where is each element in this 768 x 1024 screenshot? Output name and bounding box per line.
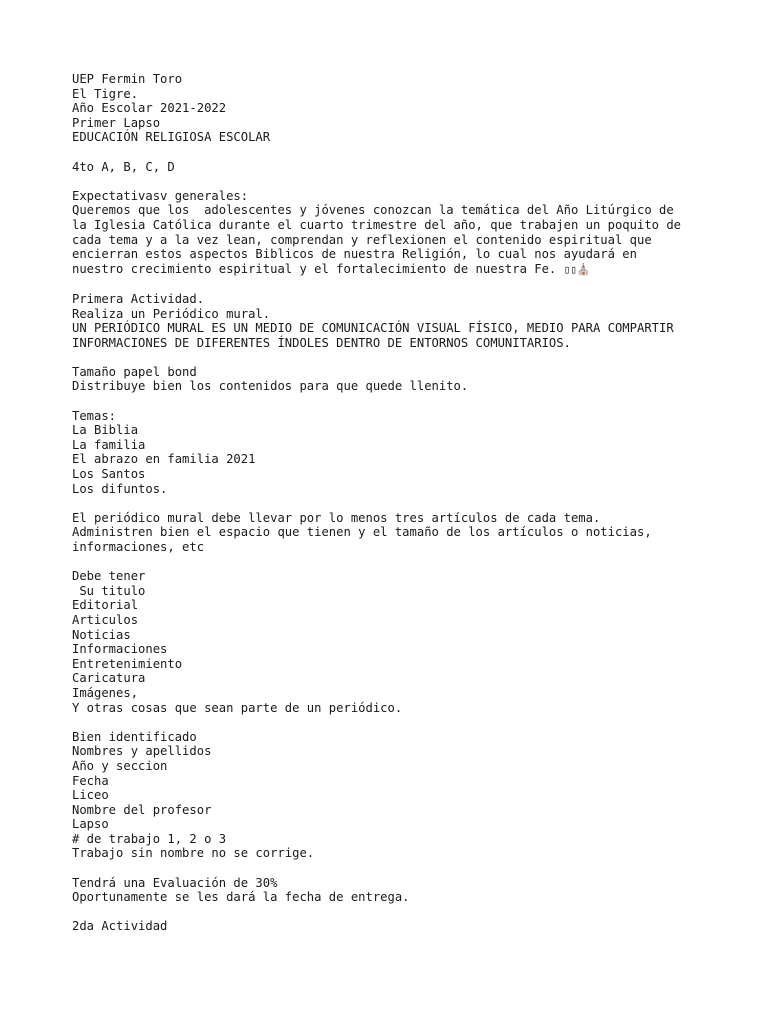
spacer — [72, 905, 712, 920]
identified-item: # de trabajo 1, 2 o 3 — [72, 831, 227, 846]
spacer — [72, 174, 712, 189]
identified-item: Fecha — [72, 773, 109, 788]
must-have-item: Caricatura — [72, 671, 146, 686]
term: Primer Lapso — [72, 115, 161, 130]
topic-item: Los difuntos. — [72, 481, 168, 496]
sections-line: 4to A, B, C, D — [72, 159, 175, 174]
school-year: Año Escolar 2021-2022 — [72, 101, 227, 116]
must-have-item: Noticias — [72, 627, 131, 642]
expectations-line-last — [72, 262, 712, 278]
paper-size: Tamaño papel bond — [72, 364, 197, 379]
mural-definition-line: UN PERIÓDICO MURAL ES UN MEDIO DE COMUNICACIÓN VISUAL FÍSICO, MEDIO PARA COMPARTIR — [72, 321, 674, 336]
must-have-item: Entretenimiento — [72, 656, 183, 671]
expectations-line: cada tema y a la vez lean, comprendan y reflexionen el contenido espiritual que — [72, 232, 652, 247]
spacer — [72, 555, 712, 570]
must-have-item: Informaciones — [72, 642, 168, 657]
identified-item: Nombres y apellidos — [72, 744, 212, 759]
activity1-instruction: Realiza un Periódico mural. — [72, 306, 271, 321]
expectations-line-text: nuestro crecimiento espiritual y el fortalecimiento de nuestra Fe. — [72, 261, 564, 276]
must-have-item: Imágenes, — [72, 685, 139, 700]
spacer — [72, 277, 712, 292]
topic-item: El abrazo en familia 2021 — [72, 452, 256, 467]
requirements-line: Administren bien el espacio que tienen y el tamaño de los artículos o noticias, — [72, 525, 652, 540]
activity2-title: 2da Actividad — [72, 919, 168, 934]
church-emoji-icon: ▯▯⛪ — [563, 262, 591, 276]
spacer — [72, 350, 712, 365]
must-have-item: Su titulo — [72, 583, 146, 598]
topic-item: La familia — [72, 437, 146, 452]
requirements-line: El periódico mural debe llevar por lo menos tres artículos de cada tema. — [72, 510, 601, 525]
activity1-title: Primera Actividad. — [72, 291, 205, 306]
spacer — [72, 861, 712, 876]
mural-definition-line: INFORMACIONES DE DIFERENTES ÍNDOLES DENTRO DE ENTORNOS COMUNITARIOS. — [72, 335, 571, 350]
must-have-item: Y otras cosas que sean parte de un periódico. — [72, 700, 403, 715]
identified-item: Año y seccion — [72, 758, 168, 773]
expectations-line: la Iglesia Católica durante el cuarto trimestre del año, que trabajen un poquito de — [72, 217, 682, 232]
evaluation-note: Tendrá una Evaluación de 30% — [72, 875, 278, 890]
identified-item: Liceo — [72, 788, 109, 803]
spacer — [72, 715, 712, 730]
identified-item: Trabajo sin nombre no se corrige. — [72, 846, 315, 861]
document-page — [72, 72, 712, 934]
requirements-line: informaciones, etc — [72, 540, 205, 554]
identified-heading: Bien identificado — [72, 729, 197, 744]
identified-item: Nombre del profesor — [72, 802, 212, 817]
school-name: UEP Fermin Toro — [72, 72, 183, 86]
spacer — [72, 496, 712, 511]
topics-heading: Temas: — [72, 408, 117, 423]
expectations-heading: Expectativasv generales: — [72, 188, 249, 203]
spacer — [72, 145, 712, 160]
must-have-heading: Debe tener — [72, 569, 146, 584]
spacer — [72, 394, 712, 409]
delivery-note: Oportunamente se les dará la fecha de entrega. — [72, 890, 410, 905]
identified-item: Lapso — [72, 817, 109, 832]
distribute-note: Distribuye bien los contenidos para que quede llenito. — [72, 379, 469, 394]
expectations-line: Queremos que los adolescentes y jóvenes conozcan la temática del Año Litúrgico de — [72, 203, 674, 218]
topic-item: La Biblia — [72, 423, 139, 438]
subject: EDUCACIÓN RELIGIOSA ESCOLAR — [72, 130, 271, 145]
city: El Tigre. — [72, 86, 139, 101]
topic-item: Los Santos — [72, 467, 146, 482]
must-have-item: Articulos — [72, 612, 139, 627]
expectations-line: encierran estos aspectos Biblicos de nuestra Religión, lo cual nos ayudará en — [72, 247, 637, 262]
must-have-item: Editorial — [72, 598, 139, 613]
